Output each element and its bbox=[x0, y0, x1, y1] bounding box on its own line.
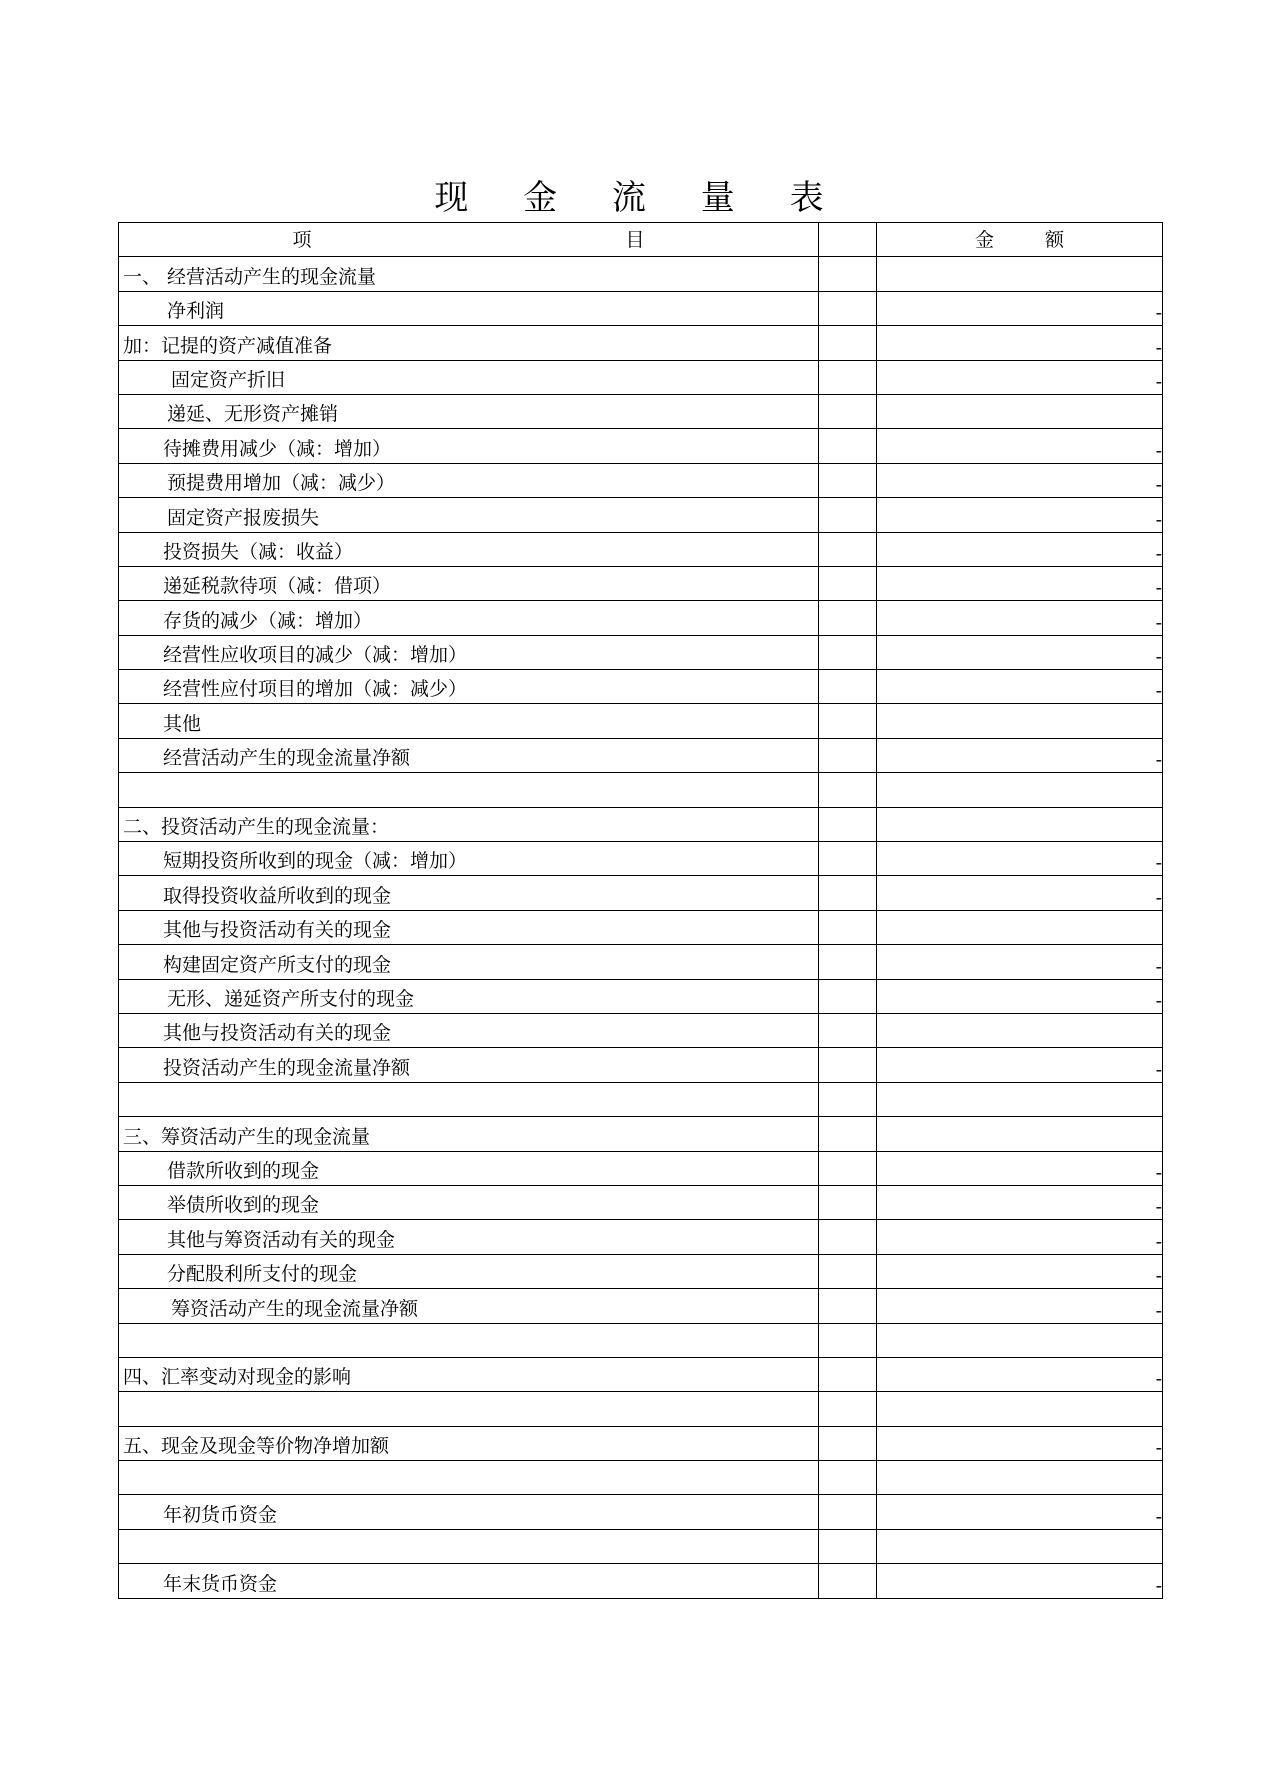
row-blank-cell[interactable] bbox=[819, 532, 877, 566]
table-row bbox=[119, 1426, 1163, 1460]
row-item-cell[interactable] bbox=[119, 1151, 819, 1185]
row-blank-cell[interactable] bbox=[819, 738, 877, 772]
row-amount-cell[interactable] bbox=[877, 670, 1163, 704]
row-amount-cell[interactable] bbox=[877, 429, 1163, 463]
table-row bbox=[119, 326, 1163, 360]
row-label: 预提费用增加（减：减少） bbox=[167, 472, 396, 495]
row-amount: - bbox=[1155, 1368, 1162, 1391]
row-blank-cell[interactable] bbox=[819, 257, 877, 291]
row-item-cell[interactable] bbox=[119, 1185, 819, 1219]
row-amount-cell[interactable] bbox=[877, 1254, 1163, 1288]
row-amount-cell[interactable] bbox=[877, 876, 1163, 910]
row-amount-cell[interactable] bbox=[877, 394, 1163, 428]
row-label: 年末货币资金 bbox=[163, 1572, 278, 1595]
table-row bbox=[119, 1461, 1163, 1495]
row-amount: - bbox=[1155, 989, 1162, 1012]
row-label bbox=[119, 803, 818, 807]
table-row bbox=[119, 1392, 1163, 1426]
row-amount-cell[interactable] bbox=[877, 842, 1163, 876]
row-label: 借款所收到的现金 bbox=[167, 1159, 320, 1182]
row-item-cell[interactable] bbox=[119, 1289, 819, 1323]
header-item-b: 目 bbox=[625, 228, 645, 251]
table-row bbox=[119, 1117, 1163, 1151]
row-blank-cell[interactable] bbox=[819, 1185, 877, 1219]
row-amount: - bbox=[1155, 1265, 1162, 1288]
header-amount bbox=[877, 223, 1163, 257]
row-label: 固定资产折旧 bbox=[171, 368, 286, 391]
row-amount: - bbox=[1155, 508, 1162, 531]
row-blank-cell[interactable] bbox=[819, 1357, 877, 1391]
row-item-cell[interactable] bbox=[119, 738, 819, 772]
row-amount: - bbox=[1155, 1505, 1162, 1528]
header-blank bbox=[819, 223, 877, 257]
row-label bbox=[119, 1422, 818, 1426]
row-amount-cell[interactable] bbox=[877, 1357, 1163, 1391]
row-label: 净利润 bbox=[167, 300, 225, 323]
table-body bbox=[119, 223, 1163, 1599]
row-blank-cell[interactable] bbox=[819, 394, 877, 428]
row-blank-cell[interactable] bbox=[819, 910, 877, 944]
row-amount: - bbox=[1155, 1437, 1162, 1460]
row-amount: - bbox=[1155, 1299, 1162, 1322]
row-amount-cell[interactable] bbox=[877, 1013, 1163, 1047]
table-row bbox=[119, 738, 1163, 772]
row-item-cell[interactable] bbox=[119, 1254, 819, 1288]
row-label: 取得投资收益所收到的现金 bbox=[163, 884, 392, 907]
row-label: 举债所收到的现金 bbox=[167, 1194, 320, 1217]
row-amount-cell[interactable] bbox=[877, 1495, 1163, 1529]
table-row bbox=[119, 635, 1163, 669]
row-blank-cell[interactable] bbox=[819, 1117, 877, 1151]
row-amount: - bbox=[1155, 1058, 1162, 1081]
row-blank-cell[interactable] bbox=[819, 1426, 877, 1460]
row-item-cell[interactable] bbox=[119, 1220, 819, 1254]
row-item-cell[interactable] bbox=[119, 945, 819, 979]
row-item-cell[interactable] bbox=[119, 326, 819, 360]
row-item-cell[interactable] bbox=[119, 429, 819, 463]
table-row bbox=[119, 1151, 1163, 1185]
row-blank-cell[interactable] bbox=[819, 1392, 877, 1426]
table-row bbox=[119, 704, 1163, 738]
row-blank-cell[interactable] bbox=[819, 704, 877, 738]
row-amount: - bbox=[1155, 577, 1162, 600]
row-amount: - bbox=[1155, 646, 1162, 669]
row-amount-cell[interactable] bbox=[877, 326, 1163, 360]
row-amount-cell[interactable] bbox=[877, 635, 1163, 669]
row-label: 加：记提的资产减值准备 bbox=[123, 334, 333, 357]
table-row bbox=[119, 1529, 1163, 1563]
row-label: 三、筹资活动产生的现金流量 bbox=[123, 1125, 371, 1148]
table-row bbox=[119, 1289, 1163, 1323]
row-amount: - bbox=[1155, 1161, 1162, 1184]
table-row bbox=[119, 945, 1163, 979]
row-amount: - bbox=[1155, 852, 1162, 875]
row-label: 分配股利所支付的现金 bbox=[167, 1263, 358, 1286]
table-row bbox=[119, 807, 1163, 841]
row-item-cell[interactable] bbox=[119, 1082, 819, 1116]
row-blank-cell[interactable] bbox=[819, 1082, 877, 1116]
table-row bbox=[119, 910, 1163, 944]
table-row bbox=[119, 1495, 1163, 1529]
row-item-cell[interactable] bbox=[119, 1013, 819, 1047]
row-label: 经营活动产生的现金流量净额 bbox=[163, 747, 411, 770]
row-amount-cell[interactable] bbox=[877, 566, 1163, 600]
row-item-cell[interactable] bbox=[119, 1323, 819, 1357]
row-amount-cell[interactable] bbox=[877, 360, 1163, 394]
table-row bbox=[119, 463, 1163, 497]
row-item-cell[interactable] bbox=[119, 979, 819, 1013]
table-row bbox=[119, 979, 1163, 1013]
row-amount: - bbox=[1155, 336, 1162, 359]
row-blank-cell[interactable] bbox=[819, 876, 877, 910]
table-row bbox=[119, 1048, 1163, 1082]
table-row bbox=[119, 532, 1163, 566]
row-blank-cell[interactable] bbox=[819, 1151, 877, 1185]
row-blank-cell[interactable] bbox=[819, 1254, 877, 1288]
row-label: 年初货币资金 bbox=[163, 1503, 278, 1526]
row-label: 存货的减少（减：增加） bbox=[163, 609, 373, 632]
row-label: 其他 bbox=[163, 712, 202, 735]
row-label: 经营性应收项目的减少（减：增加） bbox=[163, 644, 468, 667]
row-item-cell[interactable] bbox=[119, 257, 819, 291]
row-amount-cell[interactable] bbox=[877, 532, 1163, 566]
row-amount: - bbox=[1155, 1196, 1162, 1219]
row-amount: - bbox=[1155, 680, 1162, 703]
row-item-cell[interactable] bbox=[119, 360, 819, 394]
row-label: 其他与投资活动有关的现金 bbox=[163, 919, 392, 942]
row-label: 筹资活动产生的现金流量净额 bbox=[171, 1297, 419, 1320]
row-blank-cell[interactable] bbox=[819, 1564, 877, 1598]
row-blank-cell[interactable] bbox=[819, 1013, 877, 1047]
row-blank-cell[interactable] bbox=[819, 498, 877, 532]
row-item-cell[interactable] bbox=[119, 1461, 819, 1495]
row-amount-cell[interactable] bbox=[877, 1048, 1163, 1082]
row-blank-cell[interactable] bbox=[819, 1289, 877, 1323]
page-title: 现 金 流 量 表 bbox=[434, 178, 846, 218]
row-amount-cell[interactable] bbox=[877, 1564, 1163, 1598]
row-amount-cell[interactable] bbox=[877, 257, 1163, 291]
row-amount-cell[interactable] bbox=[877, 807, 1163, 841]
row-item-cell[interactable] bbox=[119, 1357, 819, 1391]
row-amount: - bbox=[1155, 474, 1162, 497]
row-blank-cell[interactable] bbox=[819, 807, 877, 841]
row-label: 递延税款待项（减：借项） bbox=[163, 575, 392, 598]
row-item-cell[interactable] bbox=[119, 1392, 819, 1426]
row-item-cell[interactable] bbox=[119, 291, 819, 325]
row-blank-cell[interactable] bbox=[819, 945, 877, 979]
table-row bbox=[119, 257, 1163, 291]
row-label: 四、汇率变动对现金的影响 bbox=[123, 1366, 352, 1389]
header-item bbox=[119, 223, 819, 257]
row-amount: - bbox=[1155, 955, 1162, 978]
row-item-cell[interactable] bbox=[119, 1117, 819, 1151]
row-amount: - bbox=[1155, 1574, 1162, 1597]
row-label: 待摊费用减少（减：增加） bbox=[163, 437, 392, 460]
row-blank-cell[interactable] bbox=[819, 1529, 877, 1563]
row-amount: - bbox=[1155, 611, 1162, 634]
row-amount-cell[interactable] bbox=[877, 1323, 1163, 1357]
row-item-cell[interactable] bbox=[119, 394, 819, 428]
header-row bbox=[119, 223, 1163, 257]
row-amount-cell[interactable] bbox=[877, 1185, 1163, 1219]
row-item-cell[interactable] bbox=[119, 773, 819, 807]
table-row bbox=[119, 291, 1163, 325]
table-row bbox=[119, 1357, 1163, 1391]
row-item-cell[interactable] bbox=[119, 463, 819, 497]
row-amount-cell[interactable] bbox=[877, 910, 1163, 944]
row-amount: - bbox=[1155, 542, 1162, 565]
row-label: 无形、递延资产所支付的现金 bbox=[167, 987, 415, 1010]
row-item-cell[interactable] bbox=[119, 1529, 819, 1563]
row-amount: - bbox=[1155, 886, 1162, 909]
table-row bbox=[119, 1013, 1163, 1047]
row-blank-cell[interactable] bbox=[819, 635, 877, 669]
row-blank-cell[interactable] bbox=[819, 360, 877, 394]
row-amount-cell[interactable] bbox=[877, 1392, 1163, 1426]
row-amount-cell[interactable] bbox=[877, 291, 1163, 325]
table-row bbox=[119, 1254, 1163, 1288]
table-row bbox=[119, 773, 1163, 807]
row-blank-cell[interactable] bbox=[819, 291, 877, 325]
row-label: 经营性应付项目的增加（减：减少） bbox=[163, 678, 468, 701]
row-label: 投资活动产生的现金流量净额 bbox=[163, 1056, 411, 1079]
row-item-cell[interactable] bbox=[119, 704, 819, 738]
row-item-cell[interactable] bbox=[119, 1495, 819, 1529]
row-item-cell[interactable] bbox=[119, 1426, 819, 1460]
row-amount-cell[interactable] bbox=[877, 1426, 1163, 1460]
row-label: 一、 经营活动产生的现金流量 bbox=[123, 265, 377, 288]
row-blank-cell[interactable] bbox=[819, 1220, 877, 1254]
row-amount-cell[interactable] bbox=[877, 979, 1163, 1013]
row-blank-cell[interactable] bbox=[819, 463, 877, 497]
row-item-cell[interactable] bbox=[119, 876, 819, 910]
row-label bbox=[119, 1490, 818, 1494]
row-label: 固定资产报废损失 bbox=[167, 506, 320, 529]
row-amount-cell[interactable] bbox=[877, 704, 1163, 738]
row-amount: - bbox=[1155, 439, 1162, 462]
row-amount-cell[interactable] bbox=[877, 738, 1163, 772]
row-blank-cell[interactable] bbox=[819, 566, 877, 600]
row-amount-cell[interactable] bbox=[877, 1082, 1163, 1116]
row-blank-cell[interactable] bbox=[819, 601, 877, 635]
row-amount-cell[interactable] bbox=[877, 1461, 1163, 1495]
row-blank-cell[interactable] bbox=[819, 773, 877, 807]
row-blank-cell[interactable] bbox=[819, 670, 877, 704]
row-item-cell[interactable] bbox=[119, 635, 819, 669]
row-item-cell[interactable] bbox=[119, 1048, 819, 1082]
row-amount: - bbox=[1155, 370, 1162, 393]
row-blank-cell[interactable] bbox=[819, 979, 877, 1013]
row-blank-cell[interactable] bbox=[819, 842, 877, 876]
table-row bbox=[119, 670, 1163, 704]
table-row bbox=[119, 1220, 1163, 1254]
table-row bbox=[119, 566, 1163, 600]
table-row bbox=[119, 429, 1163, 463]
row-blank-cell[interactable] bbox=[819, 1495, 877, 1529]
row-item-cell[interactable] bbox=[119, 910, 819, 944]
row-amount-cell[interactable] bbox=[877, 1117, 1163, 1151]
row-label: 二、投资活动产生的现金流量： bbox=[123, 816, 390, 839]
row-amount-cell[interactable] bbox=[877, 1289, 1163, 1323]
row-label bbox=[119, 1559, 818, 1563]
row-item-cell[interactable] bbox=[119, 498, 819, 532]
row-label: 短期投资所收到的现金（减：增加） bbox=[163, 850, 468, 873]
header-item-a: 项 bbox=[292, 228, 312, 251]
table-row bbox=[119, 1082, 1163, 1116]
header-amount-a: 金 bbox=[974, 228, 994, 251]
row-label: 其他与筹资活动有关的现金 bbox=[167, 1228, 396, 1251]
row-item-cell[interactable] bbox=[119, 807, 819, 841]
table-row bbox=[119, 601, 1163, 635]
row-label: 五、现金及现金等价物净增加额 bbox=[123, 1435, 390, 1458]
table-row bbox=[119, 876, 1163, 910]
row-amount-cell[interactable] bbox=[877, 945, 1163, 979]
row-item-cell[interactable] bbox=[119, 670, 819, 704]
header-amount-b: 额 bbox=[1044, 228, 1064, 251]
row-amount-cell[interactable] bbox=[877, 498, 1163, 532]
row-item-cell[interactable] bbox=[119, 601, 819, 635]
row-blank-cell[interactable] bbox=[819, 1461, 877, 1495]
table-row bbox=[119, 1323, 1163, 1357]
table-row bbox=[119, 394, 1163, 428]
row-item-cell[interactable] bbox=[119, 1564, 819, 1598]
row-label: 投资损失（减：收益） bbox=[163, 540, 354, 563]
row-item-cell[interactable] bbox=[119, 566, 819, 600]
table-row bbox=[119, 360, 1163, 394]
row-amount-cell[interactable] bbox=[877, 1220, 1163, 1254]
row-label: 构建固定资产所支付的现金 bbox=[163, 953, 392, 976]
row-amount: - bbox=[1155, 1230, 1162, 1253]
cash-flow-table bbox=[118, 222, 1163, 1599]
row-amount: - bbox=[1155, 302, 1162, 325]
row-label: 其他与投资活动有关的现金 bbox=[163, 1022, 392, 1045]
row-item-cell[interactable] bbox=[119, 842, 819, 876]
table-row bbox=[119, 1564, 1163, 1598]
row-amount-cell[interactable] bbox=[877, 773, 1163, 807]
row-blank-cell[interactable] bbox=[819, 1048, 877, 1082]
row-amount-cell[interactable] bbox=[877, 601, 1163, 635]
row-blank-cell[interactable] bbox=[819, 326, 877, 360]
row-label bbox=[119, 1112, 818, 1116]
row-amount-cell[interactable] bbox=[877, 463, 1163, 497]
table-row bbox=[119, 842, 1163, 876]
row-amount-cell[interactable] bbox=[877, 1151, 1163, 1185]
row-amount: - bbox=[1155, 749, 1162, 772]
row-blank-cell[interactable] bbox=[819, 429, 877, 463]
row-label bbox=[119, 1353, 818, 1357]
table-row bbox=[119, 498, 1163, 532]
table-row bbox=[119, 1185, 1163, 1219]
row-label: 递延、无形资产摊销 bbox=[167, 403, 339, 426]
row-amount-cell[interactable] bbox=[877, 1529, 1163, 1563]
row-item-cell[interactable] bbox=[119, 532, 819, 566]
row-blank-cell[interactable] bbox=[819, 1323, 877, 1357]
